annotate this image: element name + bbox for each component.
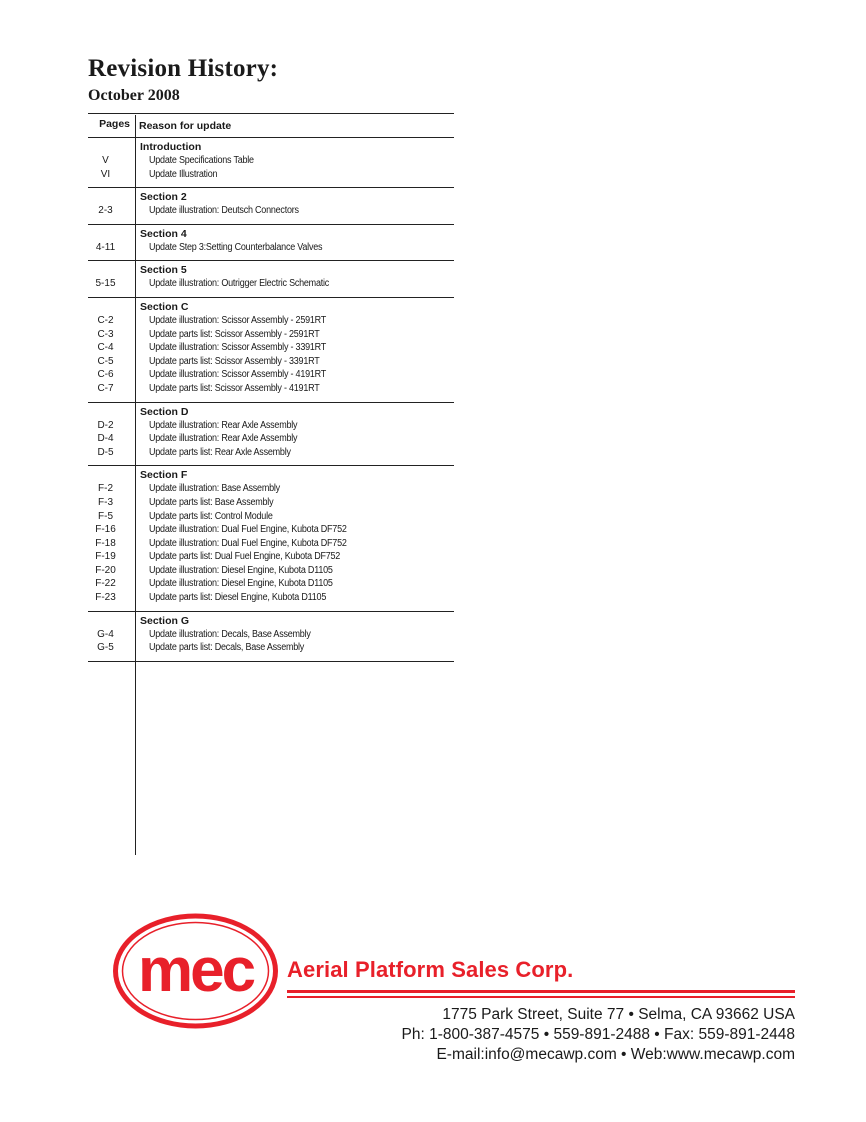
page-number: C-2 — [97, 314, 114, 326]
page-number: C-7 — [97, 382, 114, 394]
revision-section — [88, 612, 454, 661]
revision-row — [88, 328, 454, 342]
revision-row — [88, 154, 454, 168]
page-number: F-22 — [95, 578, 116, 590]
update-reason: Update Illustration — [149, 168, 218, 180]
revision-row — [88, 241, 454, 255]
update-reason: Update illustration: Dual Fuel Engine, Kubota DF752 — [149, 537, 347, 549]
update-reason: Update illustration: Base Assembly — [149, 483, 280, 495]
section-title: Section D — [140, 405, 189, 418]
page-title: Revision History: — [88, 55, 279, 82]
revision-row — [88, 168, 454, 182]
revision-row — [88, 523, 454, 537]
page-number: D-5 — [97, 446, 114, 458]
revision-row — [88, 432, 454, 446]
section-rule — [88, 661, 454, 662]
update-reason: Update Step 3:Setting Counterbalance Valves — [149, 241, 323, 253]
reason-column-header: Reason for update — [139, 119, 232, 132]
mec-logo — [113, 913, 278, 1029]
company-name: Aerial Platform Sales Corp. — [287, 957, 574, 982]
brand-rule-thick — [287, 990, 795, 993]
revision-section — [88, 225, 454, 261]
page-number: F-23 — [95, 592, 116, 604]
revision-section — [88, 138, 454, 187]
page-number: 4-11 — [95, 241, 116, 253]
revision-row — [88, 355, 454, 369]
page-number: F-20 — [95, 564, 116, 576]
update-reason: Update illustration: Rear Axle Assembly — [149, 433, 298, 445]
revision-date: October 2008 — [88, 87, 180, 104]
page-number: C-4 — [97, 342, 114, 354]
page-number: D-4 — [97, 433, 114, 445]
update-reason: Update illustration: Diesel Engine, Kubota D1105 — [149, 564, 333, 576]
revision-row — [88, 496, 454, 510]
revision-table — [88, 113, 454, 662]
revision-row — [88, 510, 454, 524]
update-reason: Update parts list: Scissor Assembly - 3391RT — [149, 355, 320, 367]
update-reason: Update parts list: Rear Axle Assembly — [149, 446, 291, 458]
update-reason: Update illustration: Scissor Assembly - 3391RT — [149, 342, 327, 354]
update-reason: Update parts list: Scissor Assembly - 4191RT — [149, 382, 320, 394]
section-title: Section 4 — [140, 227, 187, 240]
revision-section — [88, 261, 454, 297]
update-reason: Update parts list: Dual Fuel Engine, Kubota DF752 — [149, 551, 341, 563]
revision-row — [88, 277, 454, 291]
revision-section — [88, 403, 454, 466]
page-number: F-2 — [98, 483, 113, 495]
page-number: 2-3 — [98, 205, 113, 217]
brand-rule-thin — [287, 996, 795, 998]
update-reason: Update illustration: Scissor Assembly - 2591RT — [149, 314, 327, 326]
update-reason: Update illustration: Rear Axle Assembly — [149, 419, 298, 431]
page-number: F-19 — [95, 551, 116, 563]
revision-row — [88, 368, 454, 382]
update-reason: Update parts list: Scissor Assembly - 2591RT — [149, 328, 320, 340]
section-title: Introduction — [140, 141, 202, 153]
table-header — [88, 114, 454, 137]
revision-row — [88, 537, 454, 551]
revision-row — [88, 550, 454, 564]
revision-section — [88, 466, 454, 610]
logo-wordmark: mec — [137, 936, 254, 1005]
company-contact-web: E-mail:info@mecawp.com • Web:www.mecawp.com — [436, 1046, 795, 1063]
page-number: F-3 — [98, 496, 113, 508]
section-title: Section 5 — [140, 264, 187, 277]
revision-row — [88, 341, 454, 355]
update-reason: Update illustration: Diesel Engine, Kubota D1105 — [149, 578, 333, 590]
update-reason: Update parts list: Diesel Engine, Kubota D1105 — [149, 592, 327, 604]
company-address: 1775 Park Street, Suite 77 • Selma, CA 93662 USA — [442, 1006, 795, 1023]
revision-row — [88, 446, 454, 460]
update-reason: Update parts list: Decals, Base Assembly — [149, 642, 305, 654]
revision-sections — [88, 138, 454, 662]
update-reason: Update illustration: Decals, Base Assembly — [149, 628, 311, 640]
section-title: Section F — [140, 469, 188, 482]
revision-row — [88, 419, 454, 433]
revision-row — [88, 564, 454, 578]
column-divider — [135, 115, 136, 855]
pages-column-header: Pages — [99, 118, 130, 130]
page-number: F-18 — [95, 537, 116, 549]
update-reason: Update Specifications Table — [149, 155, 254, 166]
company-phones: Ph: 1-800-387-4575 • 559-891-2488 • Fax: 559-891-2448 — [401, 1026, 795, 1043]
page-number: F-5 — [98, 510, 113, 522]
section-title: Section C — [140, 300, 189, 313]
section-title: Section 2 — [140, 191, 187, 204]
revision-row — [88, 204, 454, 218]
page-number: 5-15 — [95, 278, 116, 290]
revision-row — [88, 577, 454, 591]
page-number: F-16 — [95, 524, 116, 536]
page-number: G-4 — [97, 628, 114, 640]
page-number: VI — [100, 168, 111, 180]
page-number: V — [102, 155, 109, 166]
revision-section — [88, 188, 454, 224]
revision-row — [88, 314, 454, 328]
page-number: D-2 — [97, 419, 114, 431]
revision-row — [88, 641, 454, 655]
update-reason: Update illustration: Deutsch Connectors — [149, 205, 299, 217]
section-title: Section G — [140, 614, 190, 627]
update-reason: Update parts list: Control Module — [149, 510, 273, 522]
revision-row — [88, 482, 454, 496]
page-number: C-5 — [97, 355, 114, 367]
update-reason: Update illustration: Dual Fuel Engine, Kubota DF752 — [149, 524, 347, 536]
page-number: C-3 — [97, 328, 114, 340]
revision-row — [88, 591, 454, 605]
page-number: G-5 — [97, 642, 114, 654]
revision-row — [88, 382, 454, 396]
page-number: C-6 — [97, 369, 114, 381]
revision-section — [88, 298, 454, 402]
update-reason: Update illustration: Outrigger Electric Schematic — [149, 278, 330, 290]
update-reason: Update illustration: Scissor Assembly - 4191RT — [149, 369, 327, 381]
update-reason: Update parts list: Base Assembly — [149, 496, 274, 508]
revision-row — [88, 628, 454, 642]
